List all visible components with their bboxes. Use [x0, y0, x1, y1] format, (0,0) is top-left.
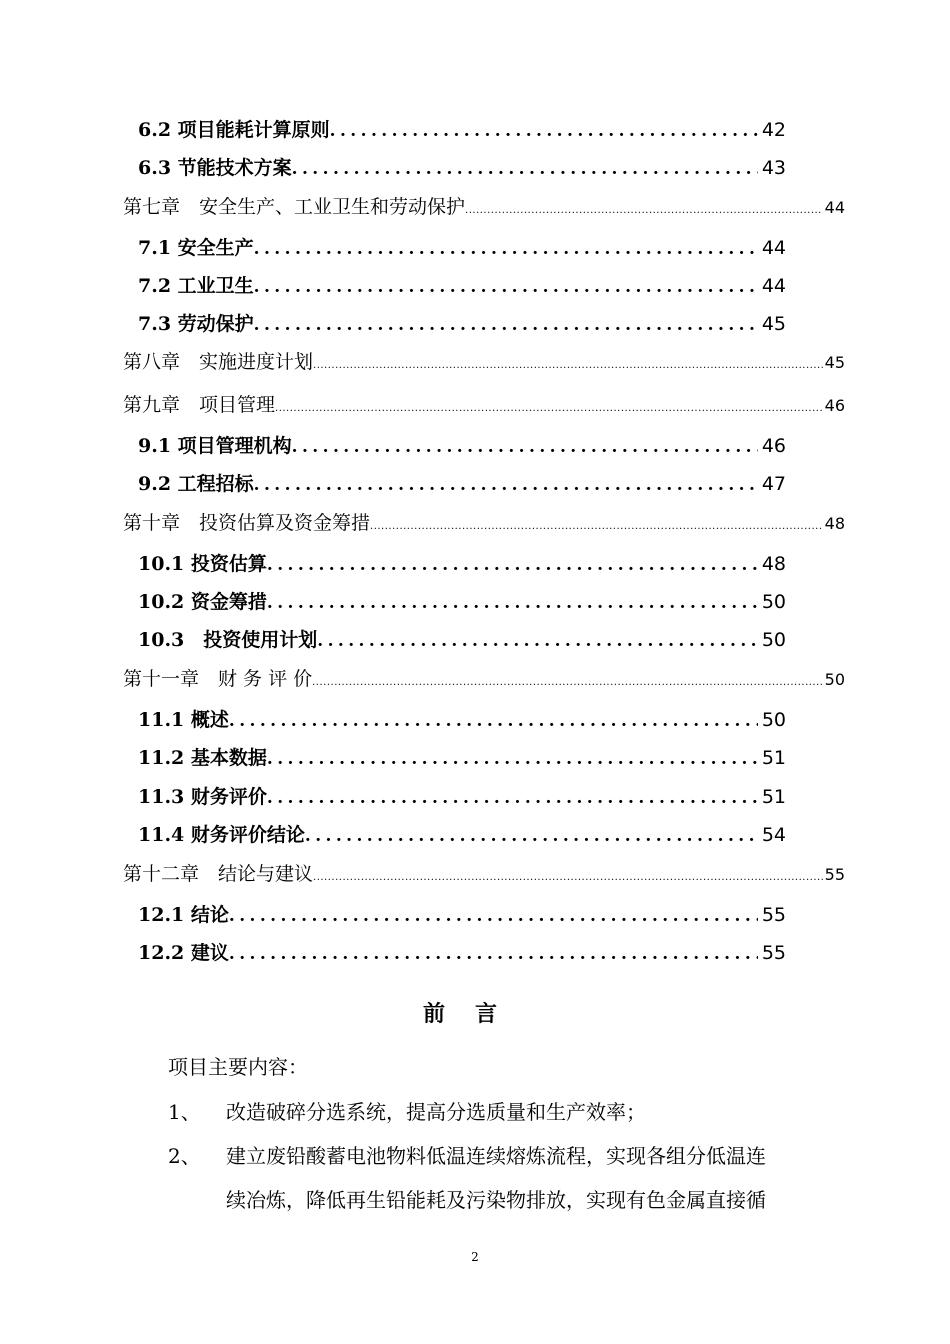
toc-entry-page: 44: [761, 275, 786, 297]
toc-leader-dots: [267, 788, 758, 808]
toc-entry-page: 48: [824, 514, 845, 533]
toc-entry[interactable]: [123, 508, 845, 535]
toc-entry-title: 第七章 安全生产、工业卫生和劳动保护: [123, 196, 466, 218]
toc-leader-dots: [229, 944, 758, 964]
toc-entry-title: 第十一章 财 务 评 价: [123, 668, 313, 690]
toc-entry[interactable]: [138, 820, 786, 847]
toc-leader-dots: [229, 711, 758, 731]
toc-entry-page: 50: [761, 629, 786, 651]
toc-entry-title: 11.2 基本数据: [138, 747, 267, 769]
toc-entry-page: 50: [761, 709, 786, 731]
toc-leader-dots: [305, 826, 758, 846]
toc-entry-title: 7.3 劳动保护: [138, 313, 254, 335]
toc-entry[interactable]: [138, 549, 786, 576]
toc-entry-page: 42: [761, 119, 786, 141]
toc-entry-page: 44: [824, 198, 845, 217]
toc-entry-title: 11.4 财务评价结论: [138, 824, 305, 846]
toc-entry-page: 51: [761, 786, 786, 808]
toc-entry[interactable]: [138, 309, 786, 336]
toc-entry-page: 51: [761, 747, 786, 769]
toc-leader-dots: [370, 521, 823, 532]
toc-leader-dots: [267, 749, 758, 769]
toc-leader-dots: [317, 631, 758, 651]
toc-leader-dots: [267, 593, 758, 613]
toc-entry[interactable]: [138, 625, 786, 652]
toc-leader-dots: [275, 403, 823, 414]
toc-entry-title: 9.2 工程招标: [138, 473, 254, 495]
toc-entry[interactable]: [138, 900, 786, 927]
toc-entry[interactable]: [138, 705, 786, 732]
toc-entry-title: 11.3 财务评价: [138, 786, 267, 808]
toc-entry-page: 48: [761, 553, 786, 575]
toc-entry[interactable]: [123, 664, 845, 691]
toc-entry[interactable]: [138, 153, 786, 180]
toc-entry-page: 46: [761, 435, 786, 457]
toc-entry-title: 6.3 节能技术方案: [138, 157, 292, 179]
toc-entry-title: 11.1 概述: [138, 709, 229, 731]
toc-entry[interactable]: [138, 469, 786, 496]
toc-leader-dots: [292, 437, 758, 457]
preface-heading: 前言: [422, 1001, 527, 1027]
toc-entry-title: 10.2 资金筹措: [138, 591, 267, 613]
toc-entry[interactable]: [138, 743, 786, 770]
toc-entry-title: 10.1 投资估算: [138, 553, 267, 575]
list-item-number: 1、: [168, 1100, 201, 1124]
toc-entry-title: 12.2 建议: [138, 942, 229, 964]
toc-entry-page: 47: [761, 473, 786, 495]
toc-leader-dots: [229, 906, 758, 926]
toc-entry-page: 45: [824, 353, 845, 372]
toc-leader-dots: [254, 239, 758, 259]
toc-entry-page: 44: [761, 237, 786, 259]
toc-entry[interactable]: [138, 233, 786, 260]
toc-entry-page: 45: [761, 313, 786, 335]
toc-leader-dots: [267, 555, 758, 575]
toc-entry-page: 54: [761, 824, 786, 846]
toc-entry-title: 7.2 工业卫生: [138, 275, 254, 297]
toc-leader-dots: [312, 677, 823, 688]
toc-entry[interactable]: [138, 115, 786, 142]
toc-entry-title: 10.3 投资使用计划: [138, 629, 318, 651]
toc-leader-dots: [292, 159, 758, 179]
toc-entry-title: 第十章 投资估算及资金筹措: [123, 512, 371, 534]
list-item-text: 建立废铅酸蓄电池物料低温连续熔炼流程，实现各组分低温连: [226, 1144, 766, 1168]
list-item-text: 改造破碎分选系统，提高分选质量和生产效率；: [226, 1100, 646, 1124]
toc-entry-page: 50: [761, 591, 786, 613]
toc-entry[interactable]: [138, 271, 786, 298]
toc-entry-page: 46: [824, 396, 845, 415]
toc-entry-page: 55: [824, 865, 845, 884]
toc-leader-dots: [254, 315, 758, 335]
toc-entry[interactable]: [138, 782, 786, 809]
toc-entry-title: 6.2 项目能耗计算原则: [138, 119, 330, 141]
toc-leader-dots: [313, 872, 823, 883]
toc-entry-page: 55: [761, 942, 786, 964]
toc-entry-title: 12.1 结论: [138, 904, 229, 926]
toc-entry[interactable]: [138, 431, 786, 458]
toc-entry-title: 第九章 项目管理: [123, 394, 276, 416]
toc-entry-title: 9.1 项目管理机构: [138, 435, 292, 457]
toc-entry[interactable]: [123, 390, 845, 417]
toc-entry[interactable]: [123, 859, 845, 886]
toc-entry[interactable]: [123, 192, 845, 219]
toc-entry-page: 43: [761, 157, 786, 179]
toc-entry[interactable]: [123, 347, 845, 374]
toc-leader-dots: [254, 277, 758, 297]
toc-entry-title: 7.1 安全生产: [138, 237, 254, 259]
toc-leader-dots: [313, 360, 823, 371]
toc-leader-dots: [465, 205, 823, 216]
toc-leader-dots: [254, 475, 758, 495]
toc-entry-title: 第十二章 结论与建议: [123, 863, 314, 885]
toc-leader-dots: [330, 121, 758, 141]
toc-entry-page: 55: [761, 904, 786, 926]
toc-entry-page: 50: [824, 670, 845, 689]
preface-intro: 项目主要内容：: [168, 1055, 308, 1079]
toc-entry-title: 第八章 实施进度计划: [123, 351, 314, 373]
toc-entry[interactable]: [138, 587, 786, 614]
toc-entry[interactable]: [138, 938, 786, 965]
list-item-text: 续冶炼，降低再生铅能耗及污染物排放，实现有色金属直接循: [226, 1188, 766, 1212]
list-item-number: 2、: [168, 1144, 201, 1168]
page-number: 2: [471, 1250, 479, 1264]
